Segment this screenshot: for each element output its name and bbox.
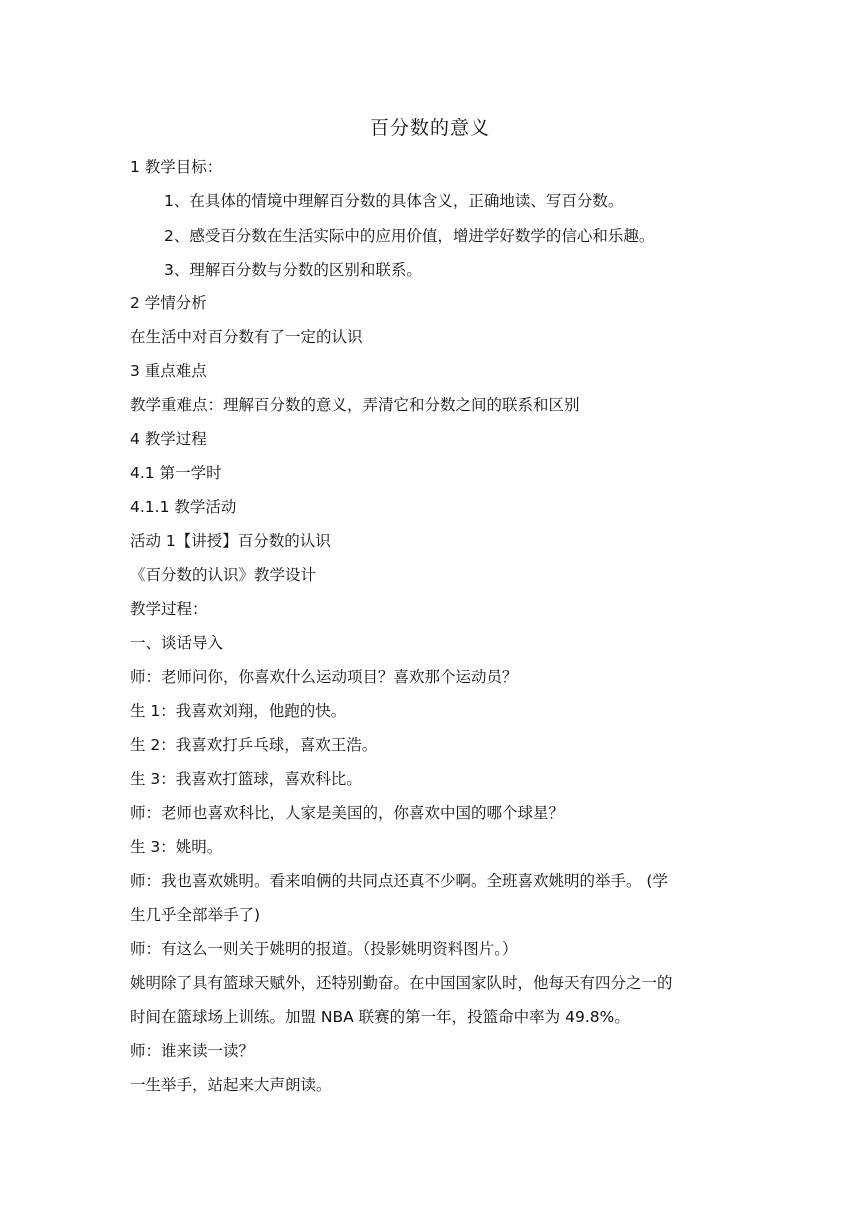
activity-heading: 活动 1【讲授】百分数的认识	[130, 532, 331, 550]
subsection-heading: 4.1 第一学时	[130, 464, 222, 482]
section-heading-keypoints: 3 重点难点	[130, 362, 207, 380]
dialogue-line: 师：谁来读一读？	[130, 1042, 255, 1060]
paragraph: 教学过程：	[130, 600, 208, 618]
dialogue-line: 师：老师也喜欢科比，人家是美国的，你喜欢中国的哪个球星？	[130, 804, 565, 822]
subsection-heading: 4.1.1 教学活动	[130, 498, 237, 516]
dialogue-line: 生几乎全部举手了)	[130, 906, 261, 924]
dialogue-line: 师：我也喜欢姚明。看来咱俩的共同点还真不少啊。全班喜欢姚明的举手。 (学	[130, 872, 668, 890]
paragraph: 姚明除了具有篮球天赋外，还特别勤奋。在中国国家队时，他每天有四分之一的	[130, 974, 673, 992]
dialogue-line: 师：有这么一则关于姚明的报道。（投影姚明资料图片。）	[130, 940, 518, 958]
dialogue-line: 师：老师问你，你喜欢什么运动项目？喜欢那个运动员？	[130, 668, 518, 686]
objective-item: 1、在具体的情境中理解百分数的具体含义，正确地读、写百分数。	[164, 192, 624, 210]
paragraph: 在生活中对百分数有了一定的认识	[130, 328, 363, 346]
paragraph: 教学重难点：理解百分数的意义，弄清它和分数之间的联系和区别	[130, 396, 580, 414]
paragraph: 时间在篮球场上训练。加盟 NBA 联赛的第一年，投篮命中率为 49.8%。	[130, 1008, 630, 1026]
section-heading-analysis: 2 学情分析	[130, 294, 207, 312]
dialogue-line: 生 3：我喜欢打篮球，喜欢科比。	[130, 770, 362, 788]
document-title: 百分数的意义	[369, 117, 490, 139]
section-heading-process: 4 教学过程	[130, 430, 207, 448]
objective-item: 3、理解百分数与分数的区别和联系。	[164, 261, 422, 279]
dialogue-line: 生 2：我喜欢打乒乓球，喜欢王浩。	[130, 736, 378, 754]
paragraph: 一、谈话导入	[130, 634, 224, 652]
dialogue-line: 生 1：我喜欢刘翔，他跑的快。	[130, 702, 347, 720]
section-heading-objectives: 1 教学目标：	[130, 158, 223, 176]
paragraph: 一生举手，站起来大声朗读。	[130, 1076, 332, 1094]
objective-item: 2、感受百分数在生活实际中的应用价值，增进学好数学的信心和乐趣。	[164, 227, 655, 245]
paragraph: 《百分数的认识》教学设计	[130, 566, 317, 584]
dialogue-line: 生 3：姚明。	[130, 838, 223, 856]
